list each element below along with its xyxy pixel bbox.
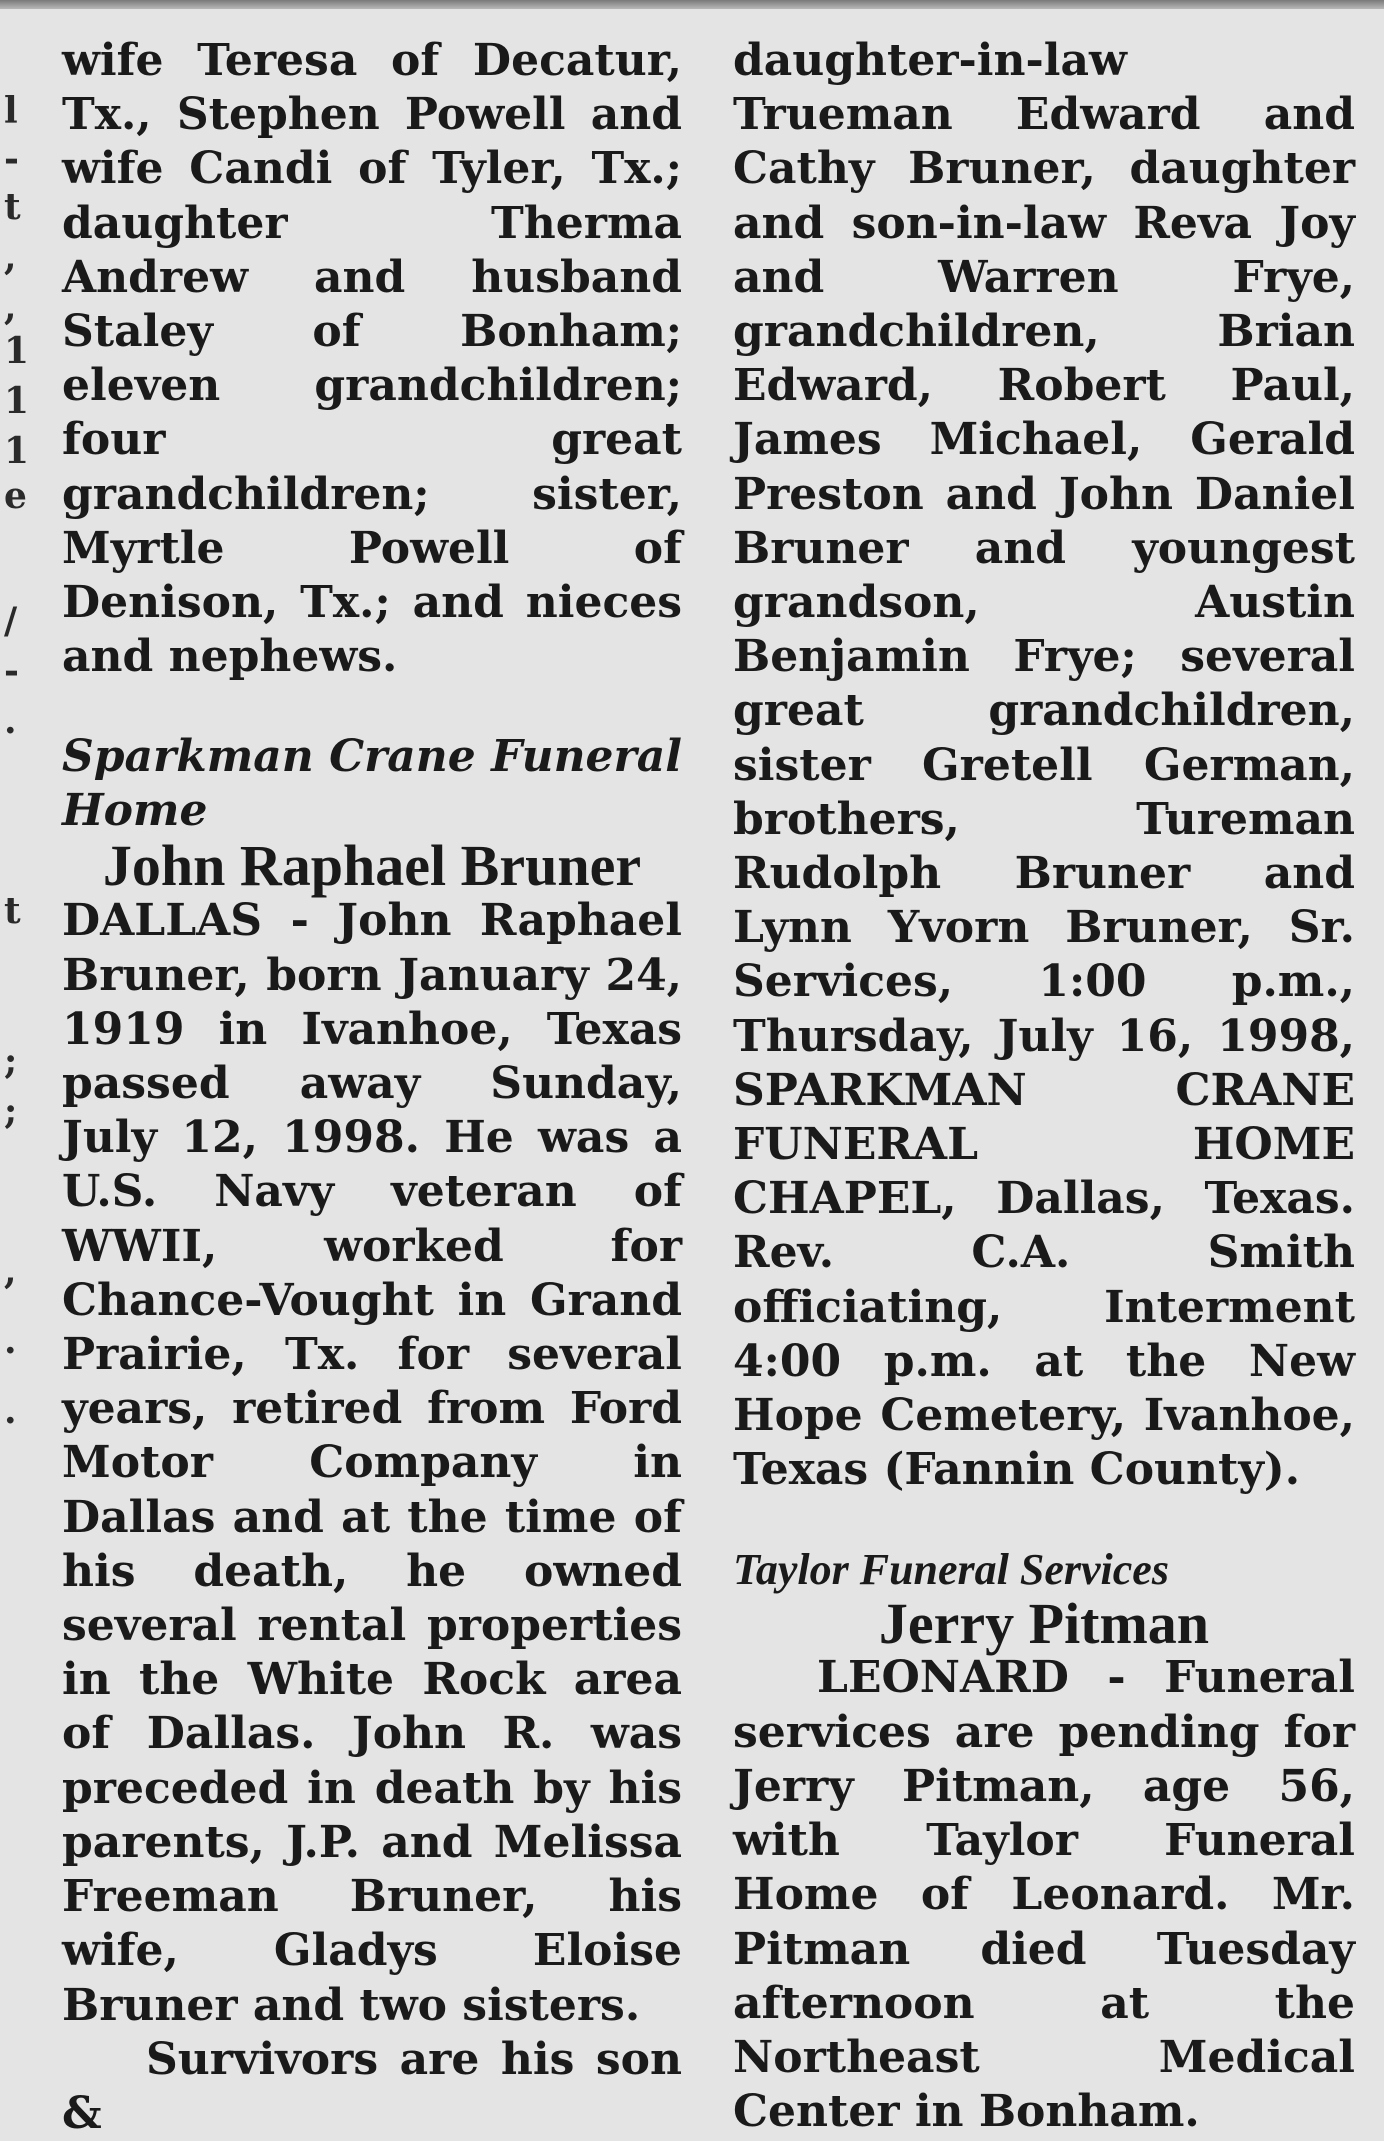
funeral-home-label: Taylor Funeral Services xyxy=(733,1545,1169,1595)
obituary-name: John Raphael Bruner xyxy=(102,833,642,899)
obituary-continuation: daughter-in-law Trueman Edward and Cathy Bruner, daughter and son-in-law Reva Joy and Warren Frye, grandchildren, Brian Edward, Robert Paul, James Michael, Gerald Preston and John Daniel Bruner and youngest grandson, Austin Benjamin Frye; several great grandchildren, sister Gretell German, brothers, Tureman Rudolph Bruner and Lynn Yvorn Bruner, Sr. Services, 1:00 p.m., Thursday, July 16, 1998, SPARKMAN CRANE FUNERAL HOME CHAPEL, Dallas, Texas. Rev. C.A. Smith officiating, Interment 4:00 p.m. at the New Hope Cemetery, Ivanhoe, Texas (Fannin County). xyxy=(733,35,1355,1496)
funeral-home-label: Sparkman Crane Funeral Home xyxy=(62,731,682,837)
page-top-rule xyxy=(0,0,1384,9)
obituary-body: LEONARD - Funeral services are pending for Jerry Pitman, age 56, with Taylor Funeral Home of Leonard. Mr. Pitman died Tuesday afternoon at the Northeast Medical Center in Bonham. xyxy=(733,1652,1355,2138)
column-left xyxy=(62,34,682,2141)
obituary-body: DALLAS - John Raphael Bruner, born January 24, 1919 in Ivanhoe, Texas passed away Sunday, July 12, 1998. He was a U.S. Navy veteran of WWII, worked for Chance-Vought in Grand Prairie, Tx. for several years, retired from Ford Motor Company in Dallas and at the time of his death, he owned several rental properties in the White Rock area of Dallas. John R. was preceded in death by his parents, J.P. and Melissa Freeman Bruner, his wife, Gladys Eloise Bruner and two sisters. xyxy=(62,895,682,2031)
survivors-paragraph: Survivors are his son & xyxy=(62,2033,682,2139)
column-right xyxy=(733,34,1355,2139)
obituary-name: Jerry Pitman xyxy=(878,1591,1210,1657)
adjacent-column-edge: l - t , , 1 1 1 e / - . t ; ; , . . xyxy=(4,90,30,1432)
obituary-continuation: wife Teresa of Decatur, Tx., Stephen Powell and wife Candi of Tyler, Tx.; daughter Therma Andrew and husband Staley of Bonham; eleven grandchildren; four great grandchildren; sister, Myrtle Powell of Denison, Tx.; and nieces and nephews. xyxy=(62,35,682,683)
